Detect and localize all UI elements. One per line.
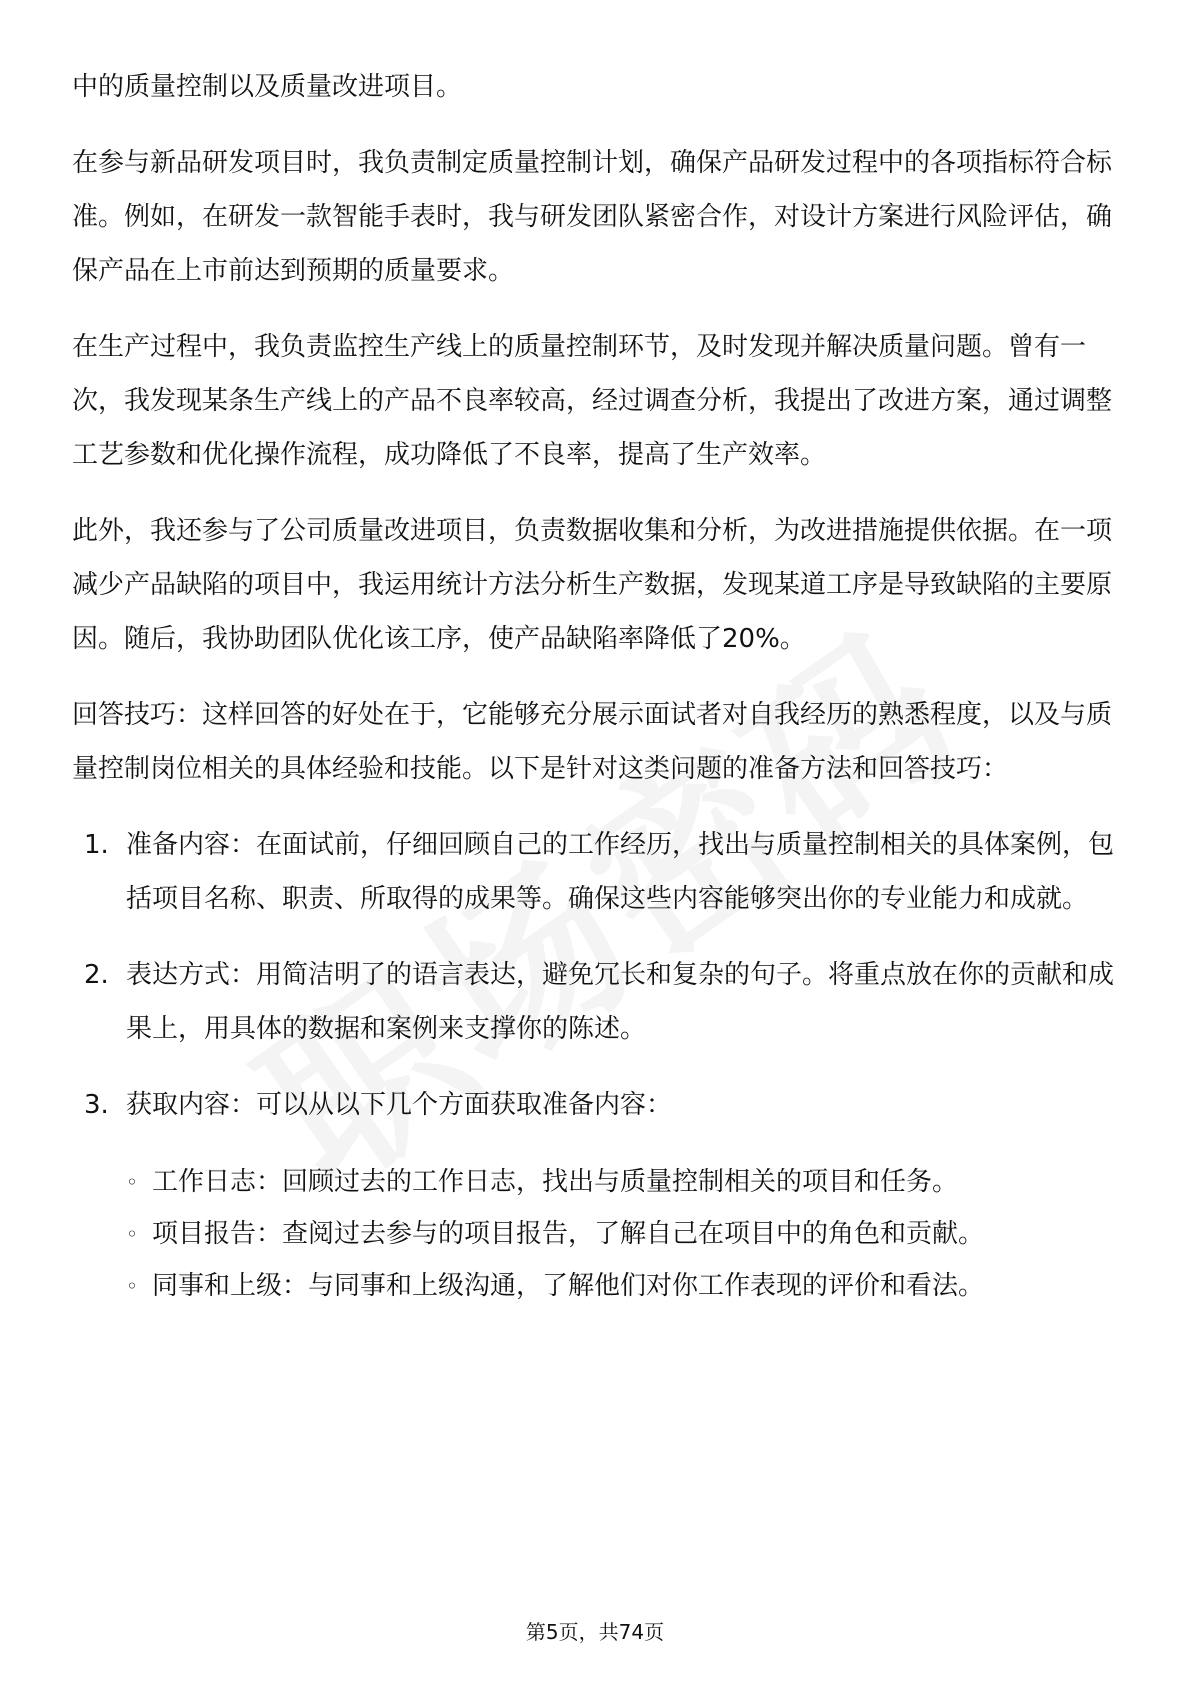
sub-list-item [126, 1260, 1118, 1312]
sub-list-item-text: 工作日志：回顾过去的工作日志，找出与质量控制相关的项目和任务。 [152, 1167, 959, 1197]
page-number-footer: 第5页，共74页 [525, 1620, 665, 1644]
list-item-text: 获取内容：可以从以下几个方面获取准备内容： [126, 1090, 673, 1120]
document-body [72, 60, 1118, 1334]
list-item-text: 表达方式：用简洁明了的语言表达，避免冗长和复杂的句子。将重点放在你的贡献和成果上，用具体的数据和案例来支撑你的陈述。 [126, 960, 1115, 1044]
hollow-bullet-icon: ◦ [126, 1274, 138, 1298]
paragraph-4: 此外，我还参与了公司质量改进项目，负责数据收集和分析，为改进措施提供依据。在一项减少产品缺陷的项目中，我运用统计方法分析生产数据，发现某道工序是导致缺陷的主要原因。随后，我协助团队优化该工序，使产品缺陷率降低了20%。 [72, 516, 1113, 654]
sub-list-item-text: 项目报告：查阅过去参与的项目报告，了解自己在项目中的角色和贡献。 [152, 1219, 985, 1249]
tips-list [72, 818, 1118, 1312]
list-item [72, 1078, 1118, 1312]
paragraph-3: 在生产过程中，我负责监控生产线上的质量控制环节，及时发现并解决质量问题。曾有一次，我发现某条生产线上的产品不良率较高，经过调查分析，我提出了改进方案，通过调整工艺参数和优化操作流程，成功降低了不良率，提高了生产效率。 [72, 332, 1113, 470]
hollow-bullet-icon: ◦ [126, 1222, 138, 1246]
list-item [72, 948, 1118, 1056]
list-item-text: 准备内容：在面试前，仔细回顾自己的工作经历，找出与质量控制相关的具体案例，包括项目名称、职责、所取得的成果等。确保这些内容能够突出你的专业能力和成就。 [126, 830, 1115, 914]
sub-list-item [126, 1156, 1118, 1208]
list-number: 1. [84, 830, 109, 860]
paragraph-tips: 回答技巧：这样回答的好处在于，它能够充分展示面试者对自我经历的熟悉程度，以及与质量控制岗位相关的具体经验和技能。以下是针对这类问题的准备方法和回答技巧： [72, 700, 1113, 784]
paragraph-1: 中的质量控制以及质量改进项目。 [72, 72, 463, 102]
paragraph-2: 在参与新品研发项目时，我负责制定质量控制计划，确保产品研发过程中的各项指标符合标准。例如，在研发一款智能手表时，我与研发团队紧密合作，对设计方案进行风险评估，确保产品在上市前达到预期的质量要求。 [72, 148, 1113, 286]
sub-list-item-text: 同事和上级：与同事和上级沟通，了解他们对你工作表现的评价和看法。 [152, 1271, 985, 1301]
sub-list [126, 1156, 1118, 1312]
list-item [72, 818, 1118, 926]
list-number: 2. [84, 960, 109, 990]
sub-list-item [126, 1208, 1118, 1260]
list-number: 3. [84, 1090, 109, 1120]
hollow-bullet-icon: ◦ [126, 1170, 138, 1194]
